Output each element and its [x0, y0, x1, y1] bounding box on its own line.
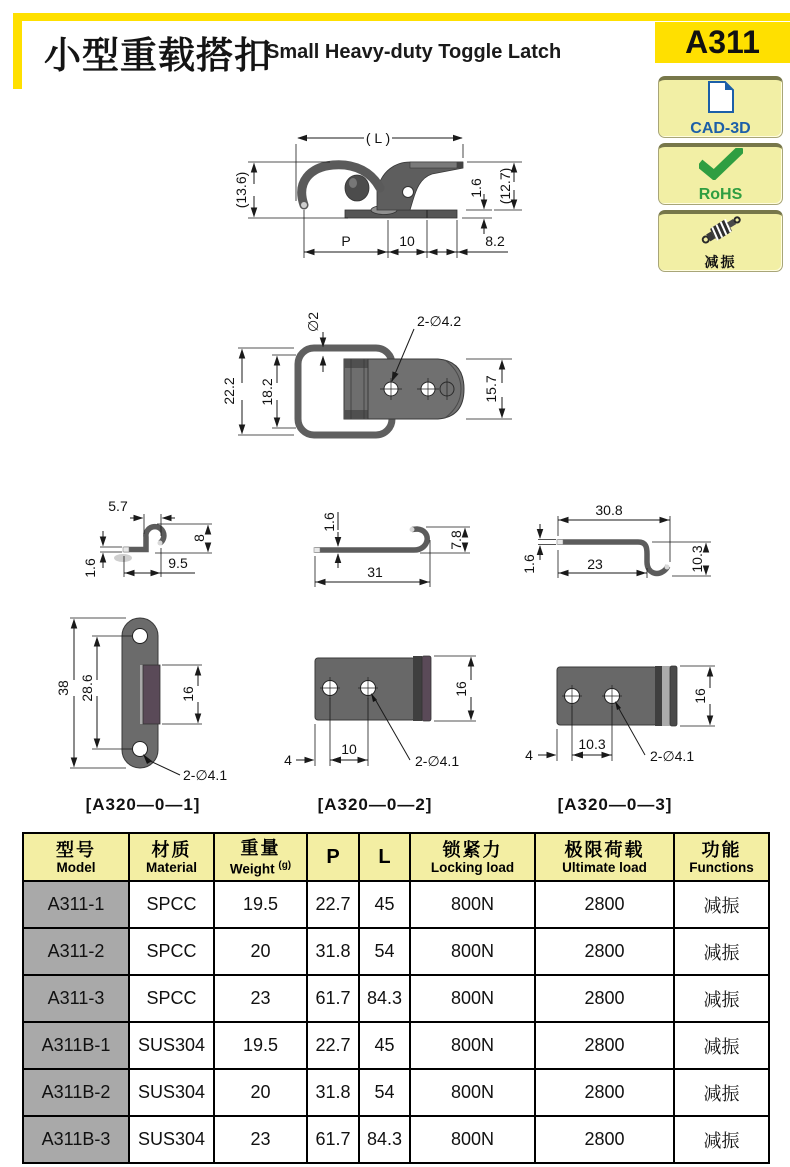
cell-locking-load: 800N: [410, 1116, 535, 1163]
header-zh: 型号: [56, 839, 96, 860]
dim-label: 31: [367, 564, 383, 580]
cell-l: 45: [359, 881, 410, 928]
col-header-locking-load: [410, 833, 535, 881]
dim-label: 16: [692, 688, 708, 704]
dim-label: 8: [191, 534, 207, 542]
cell-l: 45: [359, 1022, 410, 1069]
badge-cad-3d-label: CAD-3D: [690, 119, 751, 137]
table-row: [23, 1116, 769, 1163]
col-header-functions: [674, 833, 769, 881]
cell-l: 54: [359, 1069, 410, 1116]
cell-weight: 19.5: [214, 881, 307, 928]
cell-material: SPCC: [129, 881, 214, 928]
dim-label: 9.5: [168, 555, 188, 571]
cell-weight: 19.5: [214, 1022, 307, 1069]
cell-material: SUS304: [129, 1022, 214, 1069]
table-row: [23, 1022, 769, 1069]
dim-label: 10: [341, 741, 357, 757]
cell-ultimate-load: 2800: [535, 1069, 674, 1116]
keeper-2-caption: [A320—0—2]: [317, 795, 433, 814]
keeper-3-caption: [A320—0—3]: [557, 795, 673, 814]
cell-functions: 减振: [674, 928, 769, 975]
cell-weight: 20: [214, 1069, 307, 1116]
cell-locking-load: 800N: [410, 1022, 535, 1069]
dim-label: 4: [284, 752, 292, 768]
dim-label: 2-∅4.2: [417, 313, 462, 329]
model-code-badge: A311: [655, 22, 790, 63]
dim-label: 22.2: [221, 377, 237, 405]
header-unit: (g): [278, 859, 292, 871]
dim-label: 4: [525, 747, 533, 763]
col-header-ultimate-load: [535, 833, 674, 881]
dim-label: 18.2: [259, 378, 275, 406]
keeper-1-shape: [122, 618, 160, 768]
dim-label: 7.8: [448, 530, 464, 550]
dim-label: 23: [587, 556, 603, 572]
col-header-model: [23, 833, 129, 881]
cell-ultimate-load: 2800: [535, 1022, 674, 1069]
dim-label: 8.2: [485, 233, 505, 249]
cell-p: 22.7: [307, 1022, 359, 1069]
header-en: Material: [145, 859, 198, 875]
dim-label: 5.7: [108, 498, 128, 514]
page-title-zh: 小型重载搭扣: [44, 35, 272, 76]
dim-label: ( L ): [365, 130, 391, 146]
cell-locking-load: 800N: [410, 975, 535, 1022]
badge-rohs-label: RoHS: [698, 185, 743, 203]
badge-rohs: [658, 143, 783, 205]
cell-p: 61.7: [307, 1116, 359, 1163]
badge-cad-3d: [658, 76, 783, 138]
hook-1-shape: [114, 527, 164, 562]
cell-weight: 23: [214, 1116, 307, 1163]
top-view-drawing: [180, 288, 600, 473]
cell-model: A311-2: [23, 928, 129, 975]
cell-ultimate-load: 2800: [535, 928, 674, 975]
cell-locking-load: 800N: [410, 928, 535, 975]
cell-locking-load: 800N: [410, 1069, 535, 1116]
badge-damping-label: 减振: [704, 253, 737, 270]
cell-p: 61.7: [307, 975, 359, 1022]
dim-label: (13.6): [233, 171, 249, 209]
cell-material: SUS304: [129, 1116, 214, 1163]
cell-model: A311-3: [23, 975, 129, 1022]
cell-functions: 减振: [674, 1116, 769, 1163]
cell-ultimate-load: 2800: [535, 1116, 674, 1163]
table-row: [23, 975, 769, 1022]
cell-l: 84.3: [359, 975, 410, 1022]
cell-functions: 减振: [674, 975, 769, 1022]
dim-label: P: [341, 233, 351, 249]
header-l-label: L: [378, 845, 391, 868]
header-zh: 功能: [701, 839, 742, 860]
dim-label: 16: [180, 686, 196, 702]
hook-profile-2-drawing: [290, 480, 530, 615]
hook-3-shape: [557, 540, 670, 574]
header-en: Model: [56, 859, 96, 875]
cell-ultimate-load: 2800: [535, 881, 674, 928]
cell-material: SPCC: [129, 975, 214, 1022]
certification-badges: [658, 76, 783, 277]
cell-functions: 减振: [674, 881, 769, 928]
header-zh: 极限荷载: [564, 839, 645, 860]
cell-material: SPCC: [129, 928, 214, 975]
accent-left-bar: [13, 13, 22, 89]
dim-label: 1.6: [82, 558, 98, 578]
hook-profile-1-drawing: [60, 480, 300, 615]
dim-label: 2-∅4.1: [183, 767, 228, 783]
header-zh: 材质: [151, 839, 192, 860]
cell-functions: 减振: [674, 1022, 769, 1069]
dim-label: 2-∅4.1: [650, 748, 695, 764]
table-row: [23, 928, 769, 975]
col-header-p: [307, 833, 359, 881]
hook-profile-3-drawing: [520, 478, 770, 613]
latch-side-shape: [301, 162, 463, 219]
dim-label: ∅2: [305, 312, 321, 332]
cell-model: A311B-2: [23, 1069, 129, 1116]
dim-label: 38: [55, 680, 71, 696]
header-en: Locking load: [430, 859, 515, 875]
dim-label: 28.6: [79, 674, 95, 702]
keeper-1-caption: [A320—0—1]: [85, 795, 201, 814]
table-row: [23, 881, 769, 928]
badge-damping: [658, 210, 783, 272]
cell-ultimate-load: 2800: [535, 975, 674, 1022]
col-header-weight: [214, 833, 307, 881]
spec-table: [22, 832, 770, 1164]
cell-weight: 20: [214, 928, 307, 975]
dim-label: 16: [453, 681, 469, 697]
table-row: [23, 1069, 769, 1116]
col-header-material: [129, 833, 214, 881]
table-header-row: [23, 833, 769, 881]
cell-functions: 减振: [674, 1069, 769, 1116]
keeper-1-drawing: [40, 600, 270, 795]
header-en: Weight: [229, 861, 275, 877]
keeper-2-shape: [315, 656, 431, 721]
dim-label: 10.3: [578, 736, 606, 752]
keeper-3-drawing: [510, 620, 750, 790]
dim-label: 1.6: [468, 178, 484, 198]
page-title-en: Small Heavy-duty Toggle Latch: [266, 41, 562, 63]
cad-document-icon: [706, 80, 736, 119]
dim-label: (12.7): [497, 167, 513, 205]
col-header-l: [359, 833, 410, 881]
side-view-drawing: [170, 98, 590, 288]
cell-material: SUS304: [129, 1069, 214, 1116]
cell-model: A311-1: [23, 881, 129, 928]
cell-model: A311B-1: [23, 1022, 129, 1069]
dim-label: 10: [399, 233, 415, 249]
dim-label: 1.6: [321, 512, 337, 532]
cell-p: 31.8: [307, 1069, 359, 1116]
cell-model: A311B-3: [23, 1116, 129, 1163]
keeper-2-drawing: [280, 620, 510, 790]
accent-top-bar: [13, 13, 790, 21]
keeper-3-shape: [557, 666, 677, 726]
check-icon: [699, 148, 743, 185]
cell-weight: 23: [214, 975, 307, 1022]
shock-absorber-icon: [698, 214, 744, 251]
cell-l: 54: [359, 928, 410, 975]
header-en: Ultimate load: [562, 859, 647, 875]
header-zh: 重量: [240, 837, 281, 858]
cell-locking-load: 800N: [410, 881, 535, 928]
cell-p: 22.7: [307, 881, 359, 928]
cell-p: 31.8: [307, 928, 359, 975]
dim-label: 1.6: [521, 554, 537, 574]
dim-label: 10.3: [689, 545, 705, 573]
header-zh: 锁紧力: [442, 839, 503, 860]
dim-label: 15.7: [483, 375, 499, 403]
dim-label: 30.8: [595, 502, 623, 518]
dim-label: 2-∅4.1: [415, 753, 460, 769]
header-p-label: P: [326, 845, 340, 868]
header-en: Functions: [689, 859, 754, 875]
cell-l: 84.3: [359, 1116, 410, 1163]
